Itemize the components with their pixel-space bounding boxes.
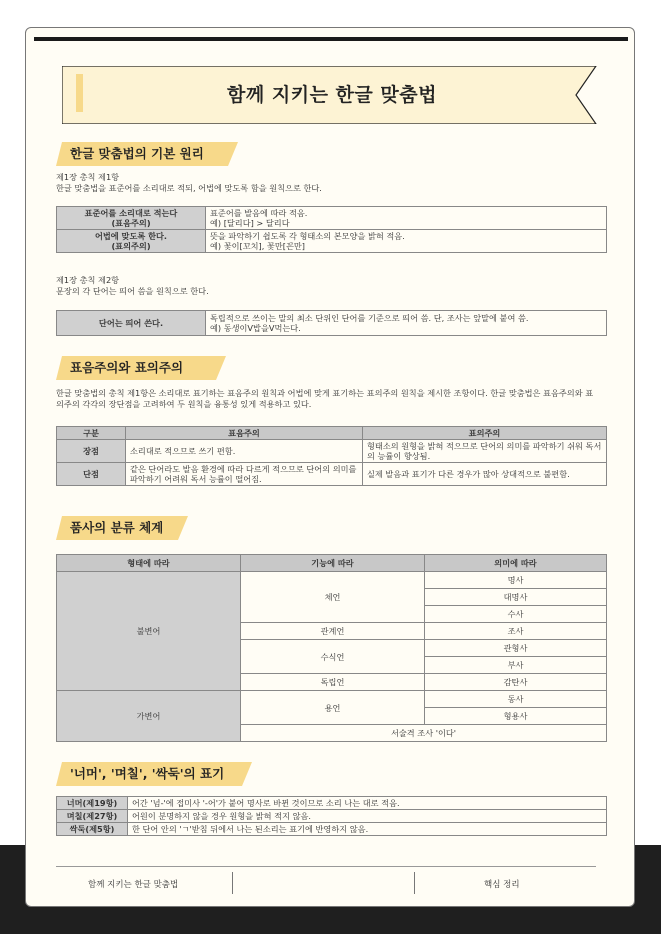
rule-key: 너머(제19항) <box>57 797 128 810</box>
column-header: 기능에 따라 <box>241 555 425 572</box>
func-cell: 관계언 <box>241 623 425 640</box>
table-row <box>57 207 607 230</box>
footer-divider <box>414 872 415 894</box>
func-cell: 체언 <box>241 572 425 623</box>
article-label: 제1장 총칙 제1항 <box>56 172 120 182</box>
article2-table <box>56 310 607 336</box>
column-header: 의미에 따라 <box>425 555 607 572</box>
table-header-row <box>57 427 607 440</box>
meaning-cell: 수사 <box>425 606 607 623</box>
section-title: '너머', '며칠', '싹둑'의 표기 <box>70 766 225 781</box>
table-row <box>57 572 607 589</box>
footer-rule <box>56 866 596 867</box>
compare-table <box>56 426 607 486</box>
form-cell: 불변어 <box>57 572 241 691</box>
section-paragraph: 한글 맞춤법의 총칙 제1항은 소리대로 표기하는 표음주의 원칙과 어법에 맞게 표기하는 표의주의 원칙을 제시한 조항이다. 한글 맞춤법은 표음주의와 표의주의 각각의 장단점을 고려하여 두 원칙을 융통성 있게 적용하고 있다. <box>56 388 594 409</box>
table-row <box>57 691 607 708</box>
table-row <box>57 230 607 253</box>
row-desc: 독립적으로 쓰이는 말의 최소 단위인 단어를 기준으로 띄어 씀. 단, 조사는 앞말에 붙여 씀. 예) 동생이V밥을V먹는다. <box>206 311 607 336</box>
table-row <box>57 311 607 336</box>
column-header: 표음주의 <box>126 427 363 440</box>
meaning-cell: 명사 <box>425 572 607 589</box>
special-cell: 서술격 조사 '이다' <box>241 725 607 742</box>
article-label: 제1장 총칙 제2항 <box>56 275 120 285</box>
rule-key: 며칠(제27항) <box>57 810 128 823</box>
row-header: 어법에 맞도록 한다. (표의주의) <box>57 230 206 253</box>
rule-desc: 어원이 분명하지 않을 경우 원형을 밝혀 적지 않음. <box>128 810 607 823</box>
table-row <box>57 823 607 836</box>
func-cell: 수식언 <box>241 640 425 674</box>
footer-divider <box>232 872 233 894</box>
section-title: 한글 맞춤법의 기본 원리 <box>70 146 204 161</box>
meaning-cell: 동사 <box>425 691 607 708</box>
func-cell: 용언 <box>241 691 425 725</box>
meaning-cell: 조사 <box>425 623 607 640</box>
cell: 소리대로 적으므로 쓰기 편함. <box>126 440 363 463</box>
table-row <box>57 440 607 463</box>
cell: 형태소의 원형을 밝혀 적으므로 단어의 의미를 파악하기 쉬워 독서의 능률이 향상됨. <box>363 440 607 463</box>
section-heading-spelling <box>56 762 252 786</box>
meaning-cell: 관형사 <box>425 640 607 657</box>
cell: 실제 발음과 표기가 다른 경우가 많아 상대적으로 불편함. <box>363 463 607 486</box>
top-rule <box>34 37 628 41</box>
column-header: 형태에 따라 <box>57 555 241 572</box>
meaning-cell: 부사 <box>425 657 607 674</box>
row-key: 단점 <box>57 463 126 486</box>
page-title: 함께 지키는 한글 맞춤법 <box>227 84 437 106</box>
rule-desc: 한 단어 안의 'ㄱ'받침 뒤에서 나는 된소리는 표기에 반영하지 않음. <box>128 823 607 836</box>
section-title: 표음주의와 표의주의 <box>70 360 184 375</box>
func-cell: 독립언 <box>241 674 425 691</box>
meaning-cell: 대명사 <box>425 589 607 606</box>
row-key: 장점 <box>57 440 126 463</box>
row-desc: 표준어를 발음에 따라 적음. 예) [달리다] > 달리다 <box>206 207 607 230</box>
pos-table <box>56 554 607 742</box>
section-title: 품사의 분류 체계 <box>70 520 164 535</box>
section-heading-principles <box>56 356 226 380</box>
rule-key: 싹둑(제5항) <box>57 823 128 836</box>
footer-right-text: 핵심 정리 <box>484 880 520 890</box>
row-header: 단어는 띄어 쓴다. <box>57 311 206 336</box>
table-row <box>57 463 607 486</box>
footer-left-text: 함께 지키는 한글 맞춤법 <box>88 880 179 890</box>
row-desc: 뜻을 파악하기 쉽도록 각 형태소의 본모양을 밝혀 적음. 예) 꽃이[꼬치], 꽃만[꼰만] <box>206 230 607 253</box>
table-row <box>57 797 607 810</box>
rule-desc: 어간 '넘-'에 접미사 '-어'가 붙어 명사로 바뀐 것이므로 소리 나는 대로 적음. <box>128 797 607 810</box>
article-text: 한글 맞춤법을 표준어를 소리대로 적되, 어법에 맞도록 함을 원칙으로 한다. <box>56 183 322 193</box>
section-heading-basic <box>56 142 238 166</box>
cell: 같은 단어라도 발음 환경에 따라 다르게 적으므로 단어의 의미를 파악하기 어려워 독서 능률이 떨어짐. <box>126 463 363 486</box>
column-header: 구분 <box>57 427 126 440</box>
article-text: 문장의 각 단어는 띄어 씀을 원칙으로 한다. <box>56 286 209 296</box>
table-row <box>57 810 607 823</box>
title-banner <box>62 66 602 124</box>
meaning-cell: 형용사 <box>425 708 607 725</box>
table-header-row <box>57 555 607 572</box>
form-cell: 가변어 <box>57 691 241 742</box>
row-header: 표준어를 소리대로 적는다 (표음주의) <box>57 207 206 230</box>
column-header: 표의주의 <box>363 427 607 440</box>
meaning-cell: 감탄사 <box>425 674 607 691</box>
document-page <box>25 27 635 907</box>
article1-table <box>56 206 607 253</box>
section-heading-pos <box>56 516 188 540</box>
rules-table <box>56 796 607 836</box>
